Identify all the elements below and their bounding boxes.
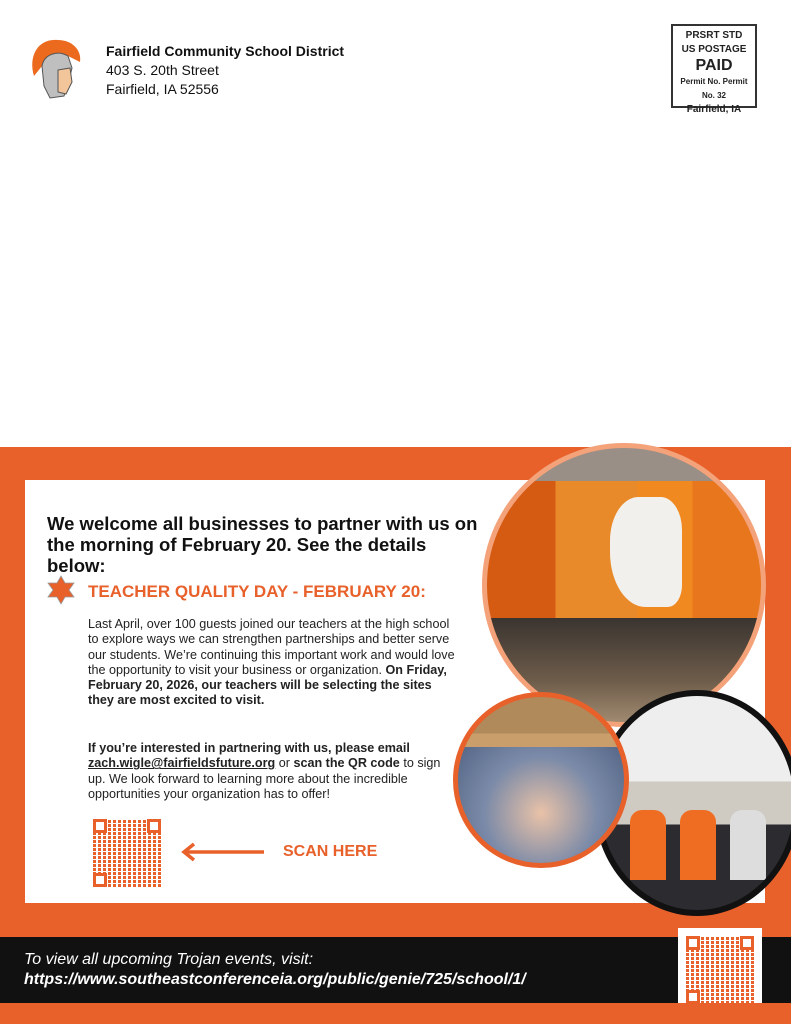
sender-name: Fairfield Community School District [106, 43, 345, 59]
body-text: Last April, over 100 guests joined our teachers at the high school to explore ways we can strengthen partnerships and better serve our students. We’re continuing this important work and would love the opportunity to visit your business or organization. [88, 617, 455, 677]
arrow-left-icon [180, 842, 264, 862]
stamp-permit: Permit No. Permit No. 32 [680, 77, 748, 100]
body-bold: scan the QR code [293, 756, 400, 771]
stamp-line: US POSTAGE [681, 44, 747, 55]
photo-students-gym [453, 692, 629, 868]
footer-text: To view all upcoming Trojan events, visit: [24, 951, 314, 968]
bottom-strip [0, 1003, 791, 1024]
body-paragraph-2 [88, 741, 458, 802]
email-link[interactable]: zach.wigle@fairfieldsfuture.org [88, 756, 276, 771]
footer-bar [0, 937, 791, 1003]
sender-street: 403 S. 20th Street [106, 62, 219, 78]
body-text: or [275, 756, 294, 771]
sender-city: Fairfield, IA 52556 [106, 81, 219, 97]
signup-qr-code[interactable] [93, 819, 161, 887]
stamp-paid: PAID [695, 57, 733, 74]
body-bold: On Friday, February 20, 2026, our teachers will be selecting the sites they are most excited to visit. [88, 662, 447, 708]
postage-indicia [671, 24, 757, 115]
body-bold: If you’re interested in partnering with us, please email [88, 741, 410, 755]
headline: We welcome all businesses to partner with us on the morning of February 20. See the details below: [47, 513, 478, 576]
stamp-line: PRSRT STD [685, 30, 743, 41]
body-text: to sign up. We look forward to learning more about the incredible opportunities your organization has to offer! [88, 756, 441, 801]
stamp-city: Fairfield, IA [686, 104, 742, 115]
trojan-logo [28, 36, 84, 102]
scan-here-label: SCAN HERE [283, 843, 378, 860]
star-icon [47, 575, 75, 605]
photo-school-mural [482, 443, 766, 727]
sender-address [106, 42, 344, 99]
subheading: TEACHER QUALITY DAY - FEBRUARY 20: [88, 582, 426, 601]
body-paragraph-1 [88, 617, 458, 709]
events-qr-code[interactable] [678, 928, 762, 1012]
events-url-link[interactable]: https://www.southeastconferenceia.org/public/genie/725/school/1/ [24, 971, 526, 988]
